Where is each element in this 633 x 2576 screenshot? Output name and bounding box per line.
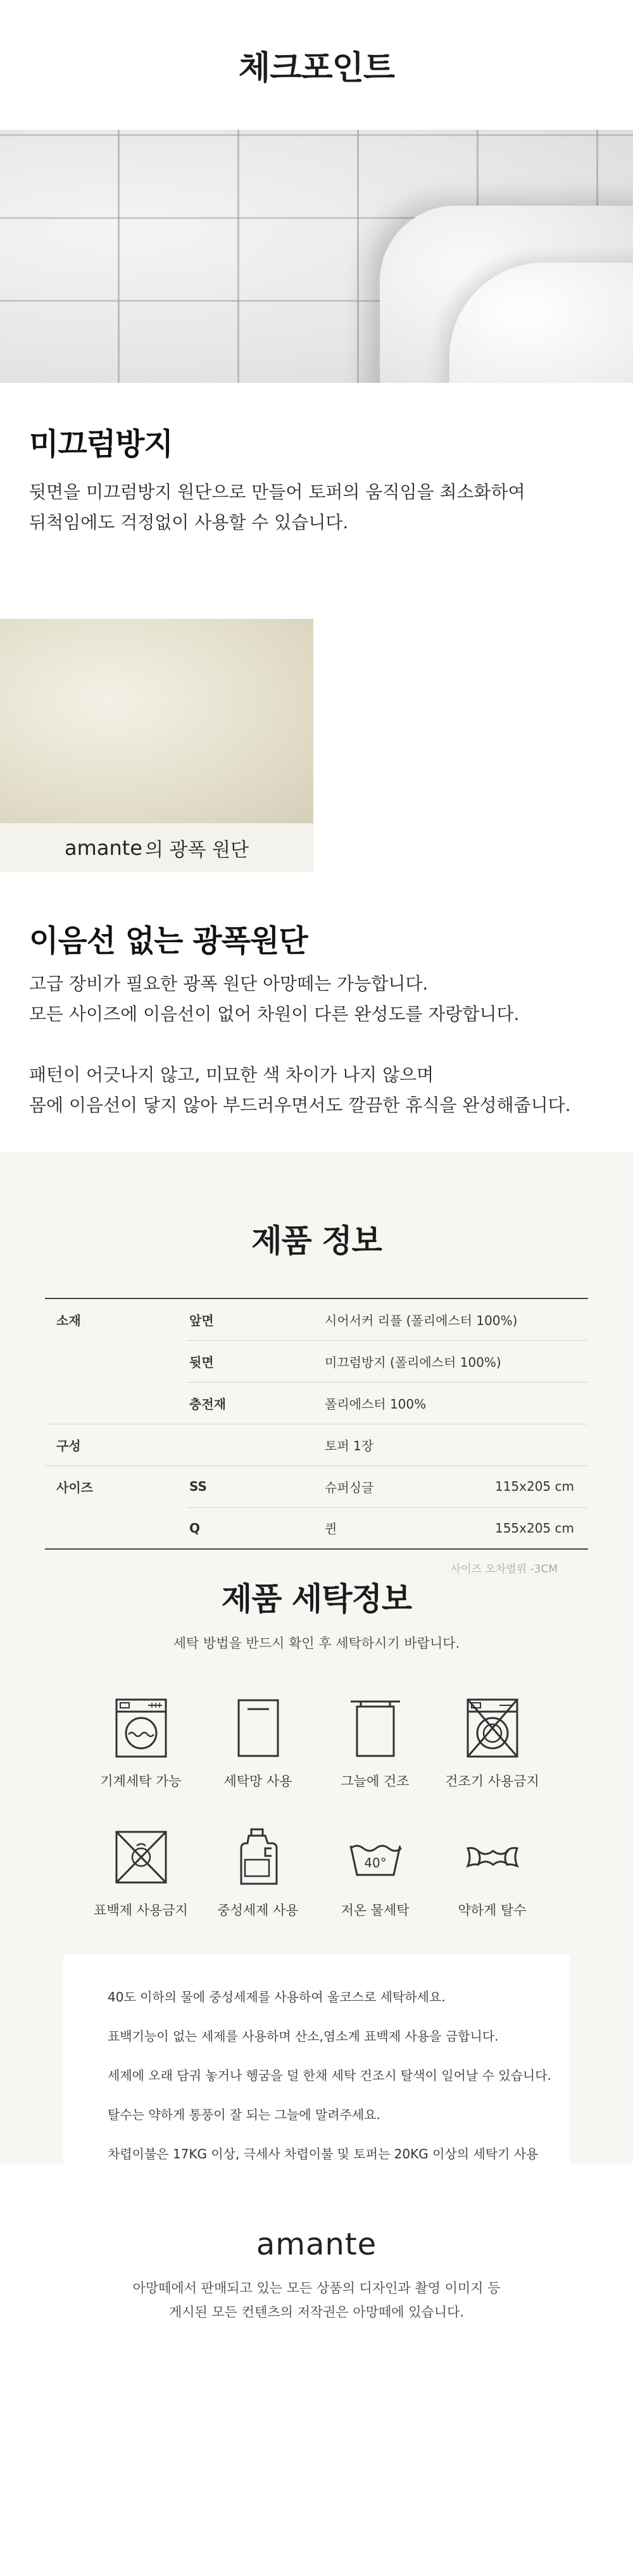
anti-slip-line-1: 뒷면을 미끄럼방지 원단으로 만들어 토퍼의 움직임을 최소화하여	[29, 482, 525, 502]
care-item	[199, 1827, 316, 1919]
ss-label: SS	[187, 1465, 322, 1507]
back-value: 미끄럼방지 (폴리에스터 100%)	[322, 1340, 588, 1382]
washing-title: 제품 세탁정보	[221, 1581, 412, 1617]
seamless-p1-line-2: 모든 사이즈에 이음선이 없어 차원이 다른 완성도를 자랑합니다.	[29, 1004, 520, 1024]
wash-temperature: 40°	[363, 1855, 387, 1870]
table-row	[45, 1424, 588, 1465]
composition-label: 구성	[45, 1424, 187, 1465]
amante-logo: amante	[256, 2227, 377, 2262]
care-label: 중성세제 사용	[217, 1903, 299, 1918]
washing-note: 40도 이하의 물에 중성세제를 사용하여 울코스로 세탁하세요.	[108, 1989, 446, 2005]
gentle-wring-icon	[465, 1827, 520, 1888]
seamless-section	[0, 872, 633, 1152]
no-tumble-dry-icon	[465, 1698, 520, 1758]
filling-label: 충전재	[187, 1382, 322, 1424]
washing-info-section	[0, 1573, 633, 2163]
seamless-paragraph-1	[29, 969, 633, 1030]
copyright-line-2: 게시된 모든 컨텐츠의 저작권은 아망떼에 있습니다.	[168, 2305, 465, 2320]
checkpoint-header	[0, 0, 633, 130]
size-label: 사이즈	[45, 1465, 187, 1507]
ss-dimension: 115x205 cm	[461, 1465, 588, 1507]
checkpoint-title: 체크포인트	[238, 49, 395, 87]
q-dimension: 155x205 cm	[461, 1507, 588, 1549]
material-label: 소재	[56, 1313, 81, 1328]
seamless-p1-line-1: 고급 장비가 필요한 광폭 원단 아망떼는 가능합니다.	[29, 973, 429, 994]
washing-notes	[63, 1955, 570, 2198]
product-info-title: 제품 정보	[251, 1223, 382, 1259]
care-item	[434, 1698, 551, 1790]
detergent-bottle-icon	[231, 1827, 285, 1888]
washing-note: 세제에 오래 담궈 놓거나 헹굼을 덜 한채 세탁 건조시 탈색이 일어날 수 있습니다.	[108, 2068, 551, 2083]
care-item	[316, 1827, 434, 1919]
copyright-line-1: 아망떼에서 판매되고 있는 모든 상품의 디자인과 촬영 이미지 등	[132, 2280, 501, 2296]
front-label: 앞면	[189, 1312, 214, 1328]
no-bleach-icon	[114, 1827, 168, 1888]
spec-table	[45, 1298, 588, 1550]
anti-slip-title: 미끄럼방지	[29, 426, 173, 462]
table-row	[45, 1507, 588, 1549]
seamless-title: 이음선 없는 광폭원단	[29, 923, 308, 959]
wash-tub-icon	[348, 1827, 403, 1888]
shade-dry-icon	[348, 1698, 403, 1758]
fabric-caption-brand: amante	[65, 835, 142, 860]
size-tolerance-note: 사이즈 오차범위 -3CM	[450, 1563, 558, 1576]
footer	[0, 2163, 633, 2391]
care-label: 저온 물세탁	[341, 1903, 410, 1918]
wide-fabric-photo	[0, 619, 313, 823]
fabric-photo-block	[0, 619, 313, 872]
washing-note: 차렵이불은 17KG 이상, 극세사 차렵이불 및 토퍼는 20KG 이상의 세탁기 사용	[108, 2146, 539, 2162]
filling-value: 폴리에스터 100%	[322, 1382, 588, 1424]
care-label: 건조기 사용금지	[445, 1774, 539, 1789]
q-label: Q	[187, 1507, 322, 1549]
washing-subtitle: 세탁 방법을 반드시 확인 후 세탁하시기 바랍니다.	[173, 1636, 460, 1651]
anti-slip-line-2: 뒤척임에도 걱정없이 사용할 수 있습니다.	[29, 512, 349, 533]
product-info-section	[0, 1152, 633, 1576]
care-label: 세탁망 사용	[223, 1774, 292, 1789]
seamless-p2-line-2: 몸에 이음선이 닿지 않아 부드러우면서도 깔끔한 휴식을 완성해줍니다.	[29, 1095, 571, 1116]
seamless-p2-line-1: 패턴이 어긋나지 않고, 미묘한 색 차이가 나지 않으며	[29, 1064, 434, 1085]
care-item	[316, 1698, 434, 1790]
care-label: 그늘에 건조	[341, 1774, 410, 1789]
quilted-topper-photo	[0, 130, 633, 383]
washing-note: 탈수는 약하게 통풍이 잘 되는 그늘에 말려주세요.	[108, 2107, 380, 2122]
anti-slip-section	[0, 383, 633, 619]
back-label: 뒷면	[187, 1340, 322, 1382]
front-value: 시어서커 리플 (폴리에스터 100%)	[325, 1312, 518, 1328]
care-label: 약하게 탈수	[458, 1903, 527, 1918]
laundry-bag-icon	[231, 1698, 285, 1758]
seamless-paragraph-2	[29, 1060, 633, 1121]
composition-value: 토퍼 1장	[322, 1424, 588, 1465]
care-item	[82, 1827, 199, 1919]
care-label: 기계세탁 가능	[100, 1774, 182, 1789]
care-item	[199, 1698, 316, 1790]
table-row	[45, 1382, 588, 1424]
fabric-caption	[0, 823, 313, 872]
care-icon-grid	[82, 1698, 551, 1919]
q-name: 퀸	[322, 1507, 461, 1549]
table-row	[45, 1298, 588, 1340]
table-row	[45, 1340, 588, 1382]
table-row	[45, 1465, 588, 1507]
ss-name: 슈퍼싱글	[322, 1465, 461, 1507]
care-item	[434, 1827, 551, 1919]
washing-note: 표백기능이 없는 세제를 사용하며 산소,염소계 표백제 사용을 금합니다.	[108, 2029, 499, 2044]
care-item	[82, 1698, 199, 1790]
washing-machine-icon	[114, 1698, 168, 1758]
anti-slip-description	[29, 477, 633, 538]
care-label: 표백제 사용금지	[94, 1903, 188, 1918]
fabric-caption-text: 의 광폭 원단	[144, 838, 249, 861]
